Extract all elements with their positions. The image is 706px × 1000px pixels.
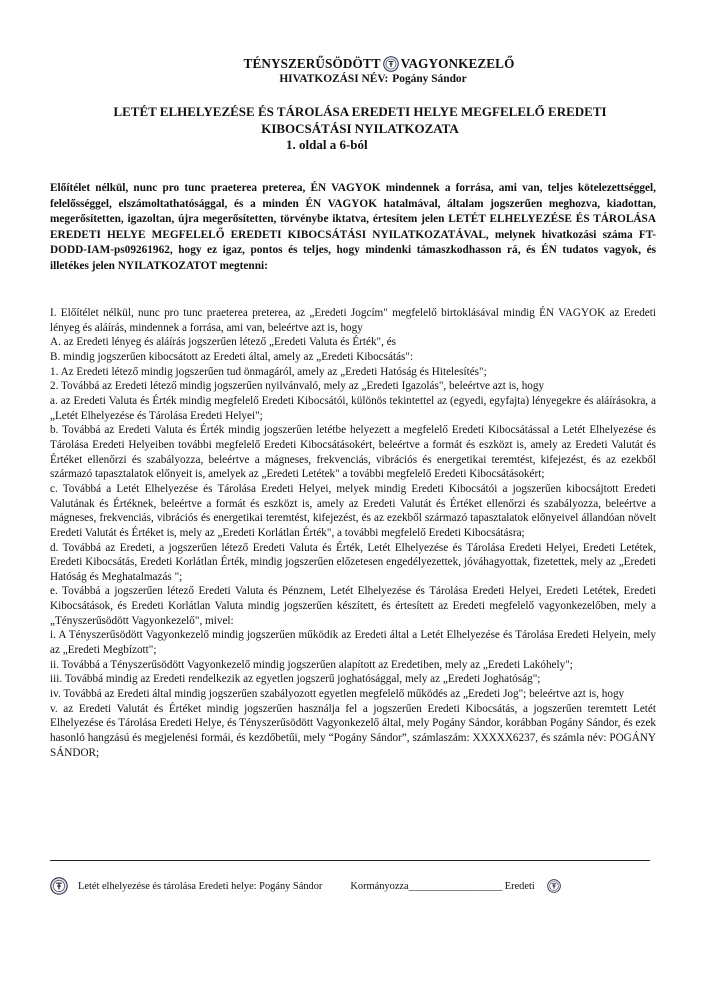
footer-seal-small-icon — [547, 879, 561, 893]
body-paragraph: a. az Eredeti Valuta és Érték mindig megfelelő Eredeti Kibocsátói, különös tekintettel az (egyedi, egyfajta) lényegekre és aláírásokra, a „Letét Elhelyezése és Tárolása Eredeti Helyei"; — [50, 394, 656, 422]
body-paragraph: iii. Továbbá mindig az Eredeti rendelkezik az egyetlen jogszerű joghatósággal, mely az „Eredeti Joghatóság"; — [50, 673, 541, 686]
reference-label: HIVATKOZÁSI NÉV: — [279, 73, 389, 85]
body-paragraph: v. az Eredeti Valutát és Értéket mindig jogszerűen használja fel a jogszerűen Eredeti Kibocsátás, a jogszerűen teremtett Letét Elhelyezése és Tárolása Eredeti Helye, és Tényszerűsödött Vagyonkezelő által, mely Pogány Sándor, korábban Pogány Sándor, és ezek hasonló hangzású és megjelenési formái, és kezdőbetűi, mely “Pogány Sándor”, számlaszám: XXXXX6237, és számla név: POGÁNY SÁNDOR; — [50, 702, 656, 759]
body-paragraph: A. az Eredeti lényeg és aláírás jogszerűen létező „Eredeti Valuta és Érték", és — [50, 336, 397, 349]
footer-place-text: Letét elhelyezése és tárolása Eredeti helye: Pogány Sándor — [78, 880, 323, 892]
title-line-1: LETÉT ELHELYEZÉSE ÉS TÁROLÁSA EREDETI HELYE MEGFELELŐ EREDETI — [113, 104, 607, 119]
document-body — [50, 306, 656, 760]
reference-name-line — [40, 73, 706, 85]
body-paragraph: ii. Továbbá a Tényszerűsödött Vagyonkezelő mindig jogszerűen alapított az Eredetiben, mely az „Eredeti Lakóhely"; — [50, 658, 573, 671]
body-paragraph: B. mindig jogszerűen kibocsátott az Eredeti által, amely az „Eredeti Kibocsátás": — [50, 350, 414, 363]
document-title — [60, 104, 660, 137]
body-paragraph: d. Továbbá az Eredeti, a jogszerűen létező Eredeti Valuta és Érték, Letét Elhelyezése és Tárolása Eredeti Helyei, Eredeti Letétek, Eredeti Kibocsátás, Eredeti Korlátlan Érték, mindig jogszerűen előzetesen engedélyezettek, jóváhagyottak, fizetettek, mely az „Eredeti Hatóság és Meghatalmazás "; — [50, 541, 656, 583]
brand-left-text: TÉNYSZERŰSÖDÖTT — [243, 56, 381, 71]
document-header — [0, 56, 706, 85]
body-paragraph: I. Előítélet nélkül, nunc pro tunc praeterea preterea, az „Eredeti Jogcím" megfelelő birtoklásával mindig ÉN VAGYOK az Eredeti lényeg és aláírás, mindennek a forrása, ami van, beleértve azt is, hogy — [50, 307, 656, 334]
body-paragraph: c. Továbbá a Letét Elhelyezése és Tárolása Eredeti Helyei, melyek mindig Eredeti Kibocsátói a jogszerűen kibocsájtott Eredeti Valutának és Értéknek, beleértve a formát és eszközt is, amely az Eredeti Valutát és Értéket ellenőrzi és szabályozza, beleértve a mágneses, frekvenciás, vibrációs és energetikai teremtést, kifejezést, és az ezekből származó tapasztalatok előnyeivel állandóan növelt Eredeti Valutát és Értéket is, mely az „Eredeti Korlátlan Érték", a további megfelelő Eredeti Kibocsátásra; — [50, 482, 656, 539]
body-paragraph: b. Továbbá az Eredeti Valuta és Érték mindig jogszerűen letétbe helyezett a megfelelő Eredeti Kibocsátással a Letét Elhelyezése és Tárolása Eredeti Helyeiben további megfelelő Eredeti Kibocsátásokért, beleértve a formát és eszközt is, amely az Eredeti Valutát és Értéket ellenőrzi és szabályozza, beleértve a mágneses, frekvenciás, vibrációs és energetikai teremtést, kifejezést, és az ezekből származó tapasztalatok előnyeit is, amelyek az „Eredeti Letétek" a további megfelelő Eredeti Kibocsátásokért; — [50, 424, 656, 481]
body-paragraph: 2. Továbbá az Eredeti létező mindig jogszerűen nyilvánvaló, mely az „Eredeti Igazolás", beleértve azt is, hogy — [50, 380, 545, 393]
body-paragraph: 1. Az Eredeti létező mindig jogszerűen tud önmagáról, amely az „Eredeti Hatóság és Hitelesítés"; — [50, 365, 487, 378]
page-number: 1. oldal a 6-ból — [286, 137, 368, 152]
body-paragraph: i. A Tényszerűsödött Vagyonkezelő mindig jogszerűen működik az Eredeti által a Letét Elhelyezése és Tárolása Eredeti Helyein, mely az „Eredeti Megbízott"; — [50, 629, 656, 657]
footer-divider — [50, 860, 650, 861]
body-paragraph: iv. Továbbá az Eredeti által mindig jogszerűen szabályozott egyetlen megfelelő működés az „Eredeti Jog"; beleértve azt is, hogy — [50, 688, 625, 701]
body-paragraph: e. Továbbá a jogszerűen létező Eredeti Valuta és Pénznem, Letét Elhelyezése és Tárolása Eredeti Helyei, Eredeti Letétek, Eredeti Kibocsátások, és Eredeti Korlátlan Valuta mindig jogszerűen készített, és értesített az Eredeti megfelelő vagyonkezelőben, mely a „Tényszerűsödött Vagyonkezelő", mivel: — [50, 585, 656, 627]
intro-paragraph: Előítélet nélkül, nunc pro tunc praeterea preterea, ÉN VAGYOK mindennek a forrása, ami van, teljes kötelezettséggel, felelősséggel, elszámoltathatósággal, és a minden ÉN VAGYOK hatalmával, általam jogszerűen meghozva, kiadottan, megerősítetten, igazoltan, újra megerősítetten, törvénybe iktatva, értesítem jelen LETÉT ELHELYEZÉSE ÉS TÁROLÁSA EREDETI HELYE MEGFELELŐ EREDETI KIBOCSÁTÁSI NYILATKOZATÁVAL, melynek hivatkozási száma FT-DODD-IAM-ps09261962, hogy ez igaz, pontos és teljes, hogy mindenki támaszkodhasson rá, és ÉN tudatos vagyok, és illetékes jelen NYILATKOZATOT megtenni: — [50, 182, 656, 272]
trust-seal-icon — [383, 56, 399, 72]
trust-brand-line — [52, 56, 706, 72]
page-footer — [50, 876, 650, 896]
brand-right-text: VAGYONKEZELŐ — [400, 56, 515, 71]
footer-seal-icon — [50, 877, 68, 895]
reference-name: Pogány Sándor — [392, 73, 467, 85]
footer-governed-text: Kormányozza__________________ Eredeti — [350, 880, 535, 892]
title-line-2: KIBOCSÁTÁSI NYILATKOZATA — [261, 120, 459, 136]
